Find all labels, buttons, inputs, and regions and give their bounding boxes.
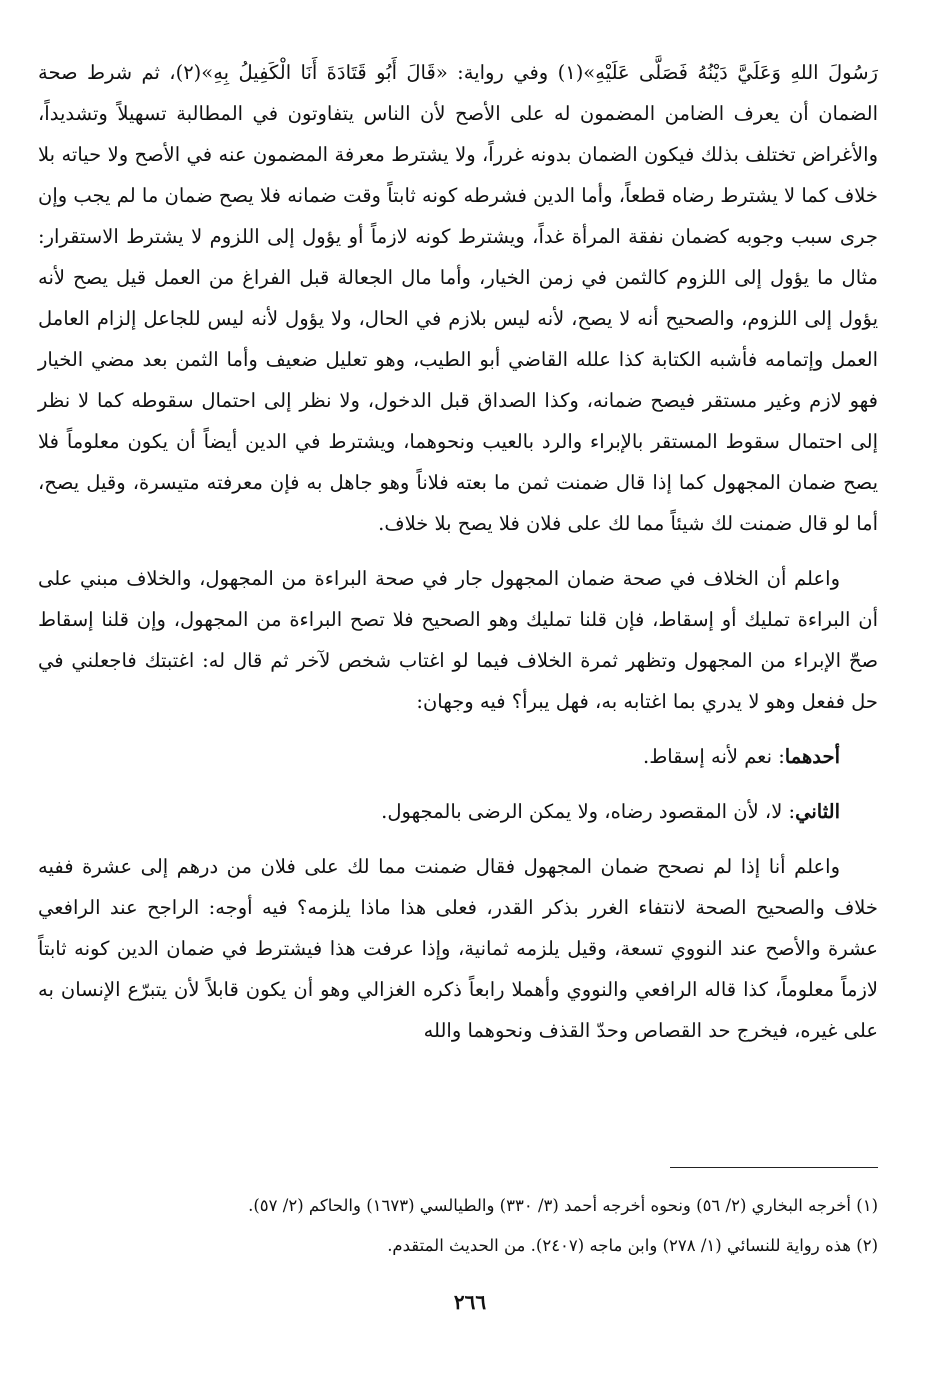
paragraph-1: رَسُولَ اللهِ وَعَلَيَّ دَيْنُهُ فَصَلَّى عَلَيْهِ»(١) وفي رواية: «قَالَ أَبُو قَتَادَةَ أَنَا الْكَفِيلُ بِهِ»(٢)، ثم شرط صحة الضمان أن يعرف الضامن المضمون له على الأصح لأن الناس يتفاوتون في المطالبة تسهيلاً وتشديداً، والأغراض تختلف بذلك فيكون الضمان بدونه غرراً، ولا يشترط معرفة المضمون عنه في الأصح ولا حياته بلا خلاف كما لا يشترط رضاه قطعاً، وأما الدين فشرطه كونه ثابتاً وقت ضمانه فلا يصح ضمان ما لم يجب وإن جرى سبب وجوبه كضمان نفقة المرأة غداً، ويشترط كونه لازماً أو يؤول إلى اللزوم لا يشترط الاستقرار: مثال ما يؤول إلى اللزوم كالثمن في زمن الخيار، وأما مال الجعالة قبل الفراغ من العمل قيل يصح لأنه يؤول إلى اللزوم، والصحيح أنه لا يصح، لأنه ليس بلازم في الحال، ولا يؤول لأنه ليس للجاعل إلزام العامل العمل وإتمامه فأشبه الكتابة كذا علله القاضي أبو الطيب، وهو تعليل ضعيف وأما الثمن بعد مضي الخيار فهو لازم وغير مستقر فيصح ضمانه، وكذا الصداق قبل الدخول، ولا نظر إلى احتمال سقوطه كما لا نظر إلى احتمال سقوط المستقر بالإبراء والرد بالعيب ونحوهما، ويشترط في الدين أيضاً أن يكون معلوماً فلا يصح ضمان المجهول كما إذا قال ضمنت ثمن ما بعته فلاناً وهو جاهل به فإن معرفته متيسرة، وقيل يصح، أما لو قال ضمنت لك شيئاً مما لك على فلان فلا يصح بلا خلاف.	[38, 61, 878, 535]
main-text	[38, 52, 878, 1051]
second-opinion-label: الثاني	[795, 800, 840, 823]
footnote-divider	[670, 1167, 878, 1168]
paragraph-2: واعلم أن الخلاف في صحة ضمان المجهول جار في صحة البراءة من المجهول، والخلاف مبني على أن البراءة تمليك أو إسقاط، فإن قلنا تمليك وهو الصحيح فلا تصح البراءة من المجهول، وإن قلنا إسقاط صحّ الإبراء من المجهول وتظهر ثمرة الخلاف فيما لو اغتاب شخص لآخر ثم قال له: اغتبتك فاجعلني في حل ففعل وهو لا يدري بما اغتابه به، فهل يبرأ؟ فيه وجهان:	[38, 567, 878, 713]
page-number: ٢٦٦	[453, 1290, 487, 1314]
footnote-2: (٢) هذه رواية للنسائي (١/ ٢٧٨) وابن ماجه (٢٤٠٧). من الحديث المتقدم.	[387, 1236, 878, 1255]
second-opinion	[38, 791, 878, 832]
first-opinion	[38, 736, 878, 777]
paragraph-3: واعلم أنا إذا لم نصحح ضمان المجهول فقال ضمنت مما لك على فلان من درهم إلى عشرة ففيه خلاف والصحيح الصحة لانتفاء الغرر بذكر القدر، فعلى هذا ماذا يلزمه؟ فيه أوجه: الراجح عند الرافعي عشرة والأصح عند النووي تسعة، وقيل يلزمه ثمانية، وإذا عرفت هذا فيشترط في ضمان الدين كونه ثابتاً لازماً معلوماً، كذا قاله الرافعي والنووي وأهملا رابعاً ذكره الغزالي وهو أن يكون قابلاً لأن يتبرّع الإنسان به على غيره، فيخرج حد القصاص وحدّ القذف ونحوهما والله	[38, 855, 878, 1042]
first-opinion-label: أحدهما	[784, 745, 840, 768]
footnotes	[38, 1186, 878, 1266]
footnote-1: (١) أخرجه البخاري (٢/ ٥٦) ونحوه أخرجه أحمد (٣/ ٣٣٠) والطيالسي (١٦٧٣) والحاكم (٢/ ٥٧).	[248, 1196, 878, 1215]
first-opinion-text: : نعم لأنه إسقاط.	[643, 745, 785, 768]
second-opinion-text: : لا، لأن المقصود رضاه، ولا يمكن الرضى بالمجهول.	[381, 800, 796, 823]
